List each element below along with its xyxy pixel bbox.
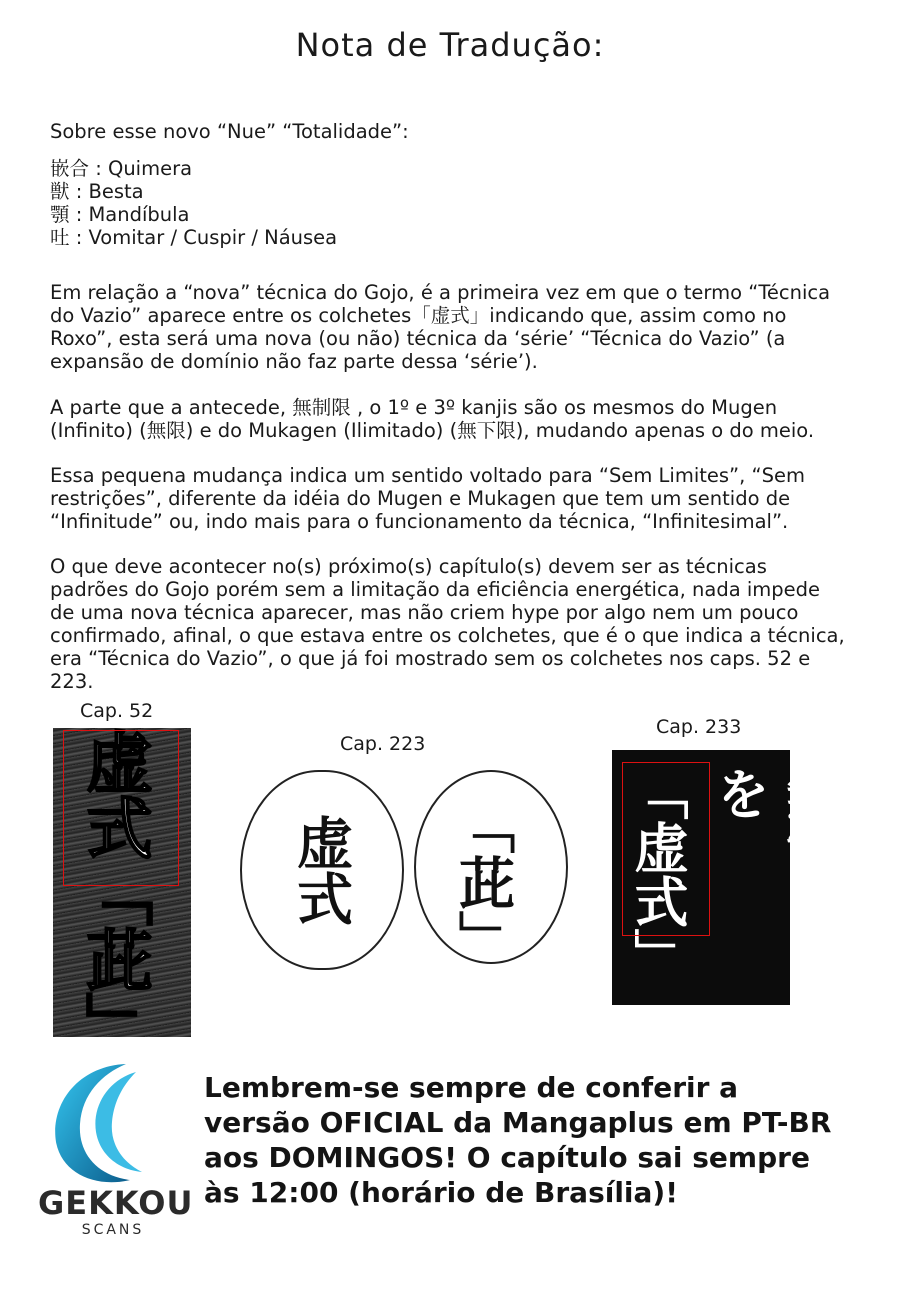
glossary-item: 吐 : Vomitar / Cuspir / Náusea <box>50 226 338 249</box>
bubble-kanji: 「茈」 <box>450 798 515 966</box>
panel-kanji: 無制限のを <box>708 766 841 982</box>
glossary-item: 顎 : Mandíbula <box>50 203 190 226</box>
glossary-item: 獣 : Besta <box>50 180 144 203</box>
logo-wordmark: GEKKOU <box>38 1184 194 1222</box>
manga-panel-cap-52 <box>53 728 191 1058</box>
highlight-box <box>63 730 179 886</box>
bubble-kanji: 虚式 <box>288 814 353 926</box>
paragraph: Essa pequena mudança indica um sentido voltado para “Sem Limites”, “Sem restrições”, diferente da idéia do Mugen e Mukagen que tem um sentido de “Infinitude” ou, indo mais para o funcionamento da técnica, “Infinitesimal”. <box>50 464 806 533</box>
panel-kanji: 「虚式」 <box>626 766 689 982</box>
speech-bubble <box>414 770 568 964</box>
manga-panel-cap-223 <box>232 764 558 970</box>
paragraph: O que deve acontecer no(s) próximo(s) capítulo(s) devem ser as técnicas padrões do Gojo porém sem a limitação da eficiência energética, nada impede de uma nova técnica aparecer, mas não criem hype por algo nem um pouco confirmado, afinal, o que estava entre os colchetes, que é o que indica a técnica, era “Técnica do Vazio”, o que já foi mostrado sem os colchetes nos caps. 52 e 223. <box>50 555 845 693</box>
speech-bubble <box>240 770 404 970</box>
intro-text: Sobre esse novo “Nue” “Totalidade”: <box>50 120 409 143</box>
manga-panel-cap-233 <box>612 750 841 1005</box>
caption-cap-233: Cap. 233 <box>656 716 742 738</box>
panel-kanji: 虚式「茈」 <box>75 728 152 1058</box>
paragraph: A parte que a antecede, 無制限 , o 1º e 3º kanjis são os mesmos do Mugen (Infinito) (無限) e do Mukagen (Ilimitado) (無下限), mudando apenas o do meio. <box>50 396 815 442</box>
highlight-box <box>622 762 710 936</box>
paragraph: Em relação a “nova” técnica do Gojo, é a primeira vez em que o termo “Técnica do Vazio” aparece entre os colchetes「虚式」indicando que, assim como no Roxo”, esta será uma nova (ou não) técnica da ‘série’ “Técnica do Vazio” (a expansão de domínio não faz parte dessa ‘série’). <box>50 281 831 373</box>
gekkou-logo <box>38 1058 194 1248</box>
caption-cap-223: Cap. 223 <box>340 733 426 755</box>
glossary-list <box>50 157 337 249</box>
page-title: Nota de Tradução: <box>295 26 605 64</box>
caption-cap-52: Cap. 52 <box>80 700 154 722</box>
glossary-item: 嵌合 : Quimera <box>50 157 193 180</box>
logo-subtitle: SCANS <box>81 1222 145 1238</box>
crescent-moon-icon <box>38 1058 188 1188</box>
reminder-note: Lembrem-se sempre de conferir a versão OFICIAL da Mangaplus em PT-BR aos DOMINGOS! O capítulo sai sempre às 12:00 (horário de Brasília)! <box>204 1071 832 1209</box>
